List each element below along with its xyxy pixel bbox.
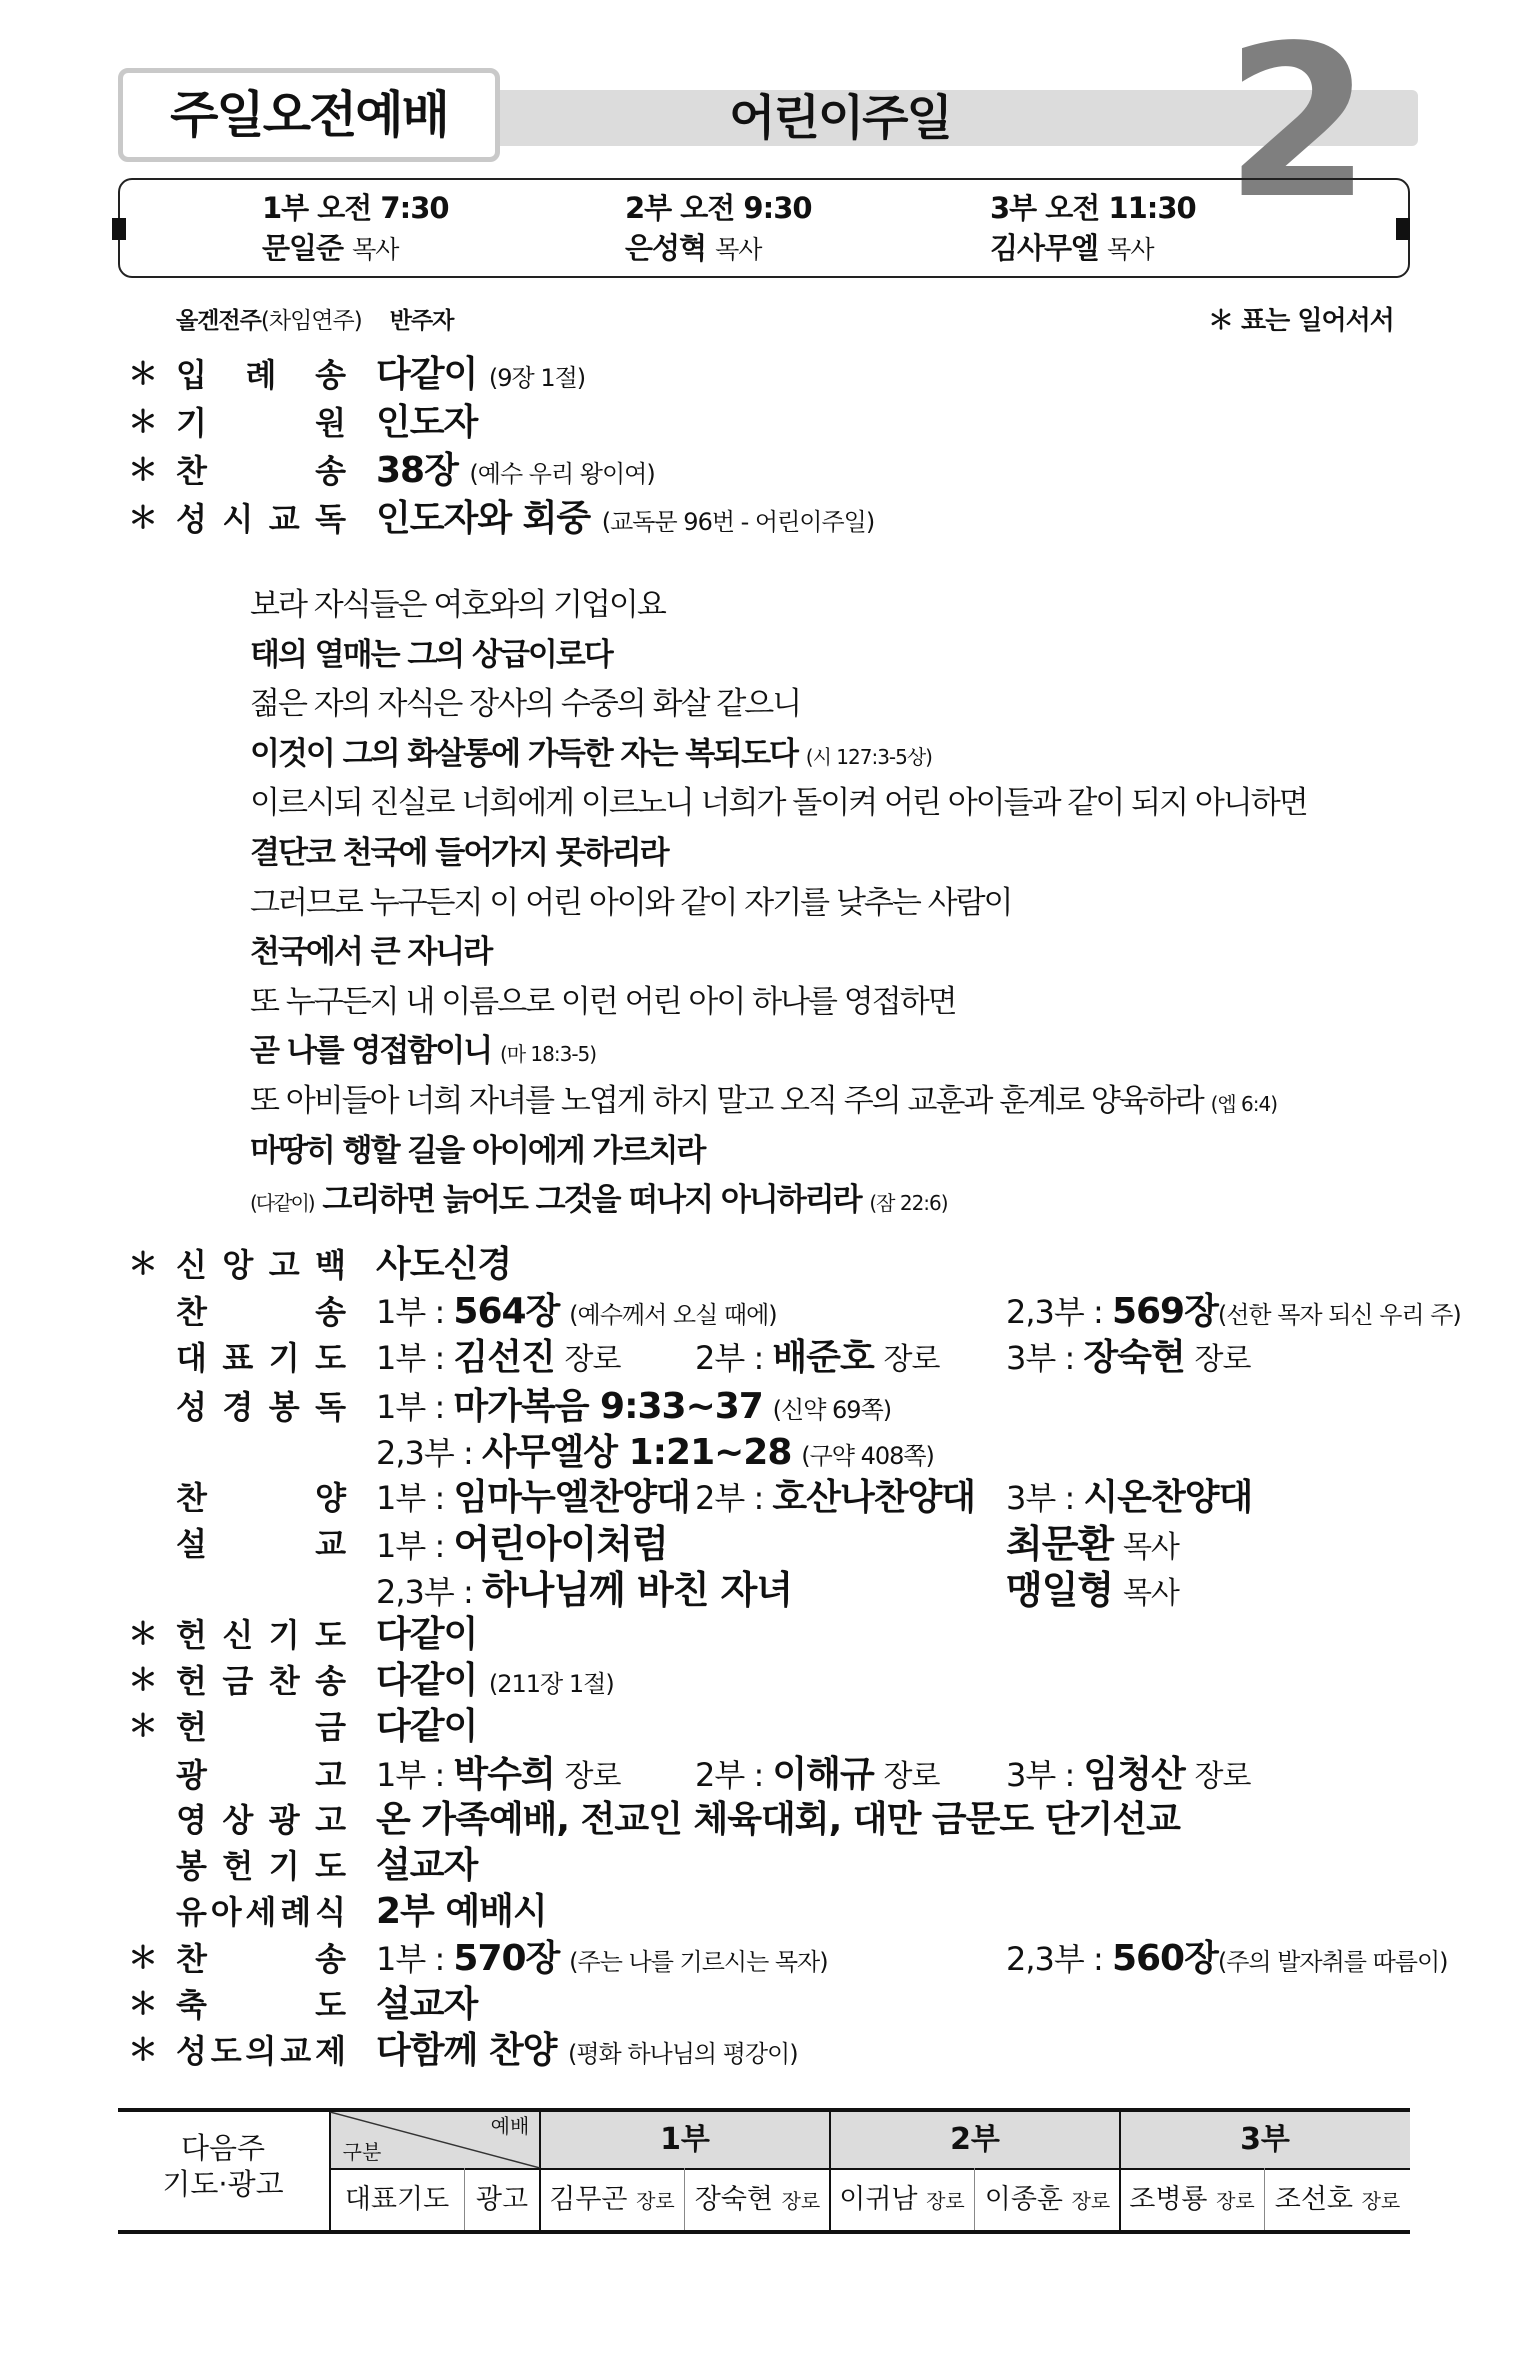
order-label [176, 448, 346, 494]
label-char: 독 [315, 500, 346, 538]
order-value-sub: (예수 우리 왕이여) [469, 460, 655, 488]
reading-text: 보라 자식들은 여호와의 기업이요 [250, 587, 665, 623]
sermon-1-title: 어린아이처럼 [453, 1522, 668, 1566]
label-char: 헌 [176, 1662, 207, 1700]
order-row [0, 1704, 1535, 1750]
label-char: 도 [315, 1616, 346, 1654]
service-3-time: 3부 오전 11:30 [990, 191, 1196, 225]
choir-3: 3부 : 시온찬양대 [1006, 1477, 1253, 1518]
order-value [376, 448, 655, 497]
reading-prefix: (다같이) [250, 1191, 314, 1216]
label-char: 찬 [268, 1662, 300, 1700]
order-value-text: 설교자 [376, 1845, 478, 1886]
order-value [376, 400, 477, 449]
label-char: 양 [315, 1479, 346, 1517]
label-char: 영 [176, 1801, 207, 1839]
order-label [176, 2028, 346, 2074]
scripture-1-passage: 마가복음 9:33~37 [453, 1386, 763, 1427]
standing-mark: ＊ [128, 453, 158, 488]
reading-text: 마땅히 행할 길을 아이에게 가르치라 [250, 1132, 705, 1169]
reading-text: 또 누구든지 내 이름으로 이런 어린 아이 하나를 영접하면 [250, 983, 956, 1020]
label-char: 신 [176, 1246, 207, 1284]
order-row [0, 448, 1535, 494]
next-week-entry: 이종훈 장로 [984, 2184, 1111, 2215]
prayer-2-name: 배준호 [772, 1337, 874, 1378]
col-service-1: 1부 [660, 2122, 710, 2157]
order-label [176, 1843, 346, 1889]
label-char: 표 [222, 1339, 254, 1377]
reading-text: 천국에서 큰 자니라 [250, 934, 492, 971]
label-char: 교 [268, 500, 300, 538]
order-value-sub: (교독문 96번 - 어린이주일) [601, 508, 875, 536]
reading-line [250, 1026, 596, 1079]
label-char: 설 [176, 1525, 207, 1563]
scripture-2-passage: 사무엘상 1:21~28 [481, 1432, 792, 1473]
reading-line [250, 630, 612, 683]
order-row [0, 1658, 1535, 1704]
service-2 [625, 188, 812, 270]
order-value-sub: (평화 하나님의 평강이) [567, 2040, 798, 2068]
order-row-sermon [0, 1521, 1535, 1567]
organ-prelude [176, 302, 453, 335]
order-label [176, 1475, 346, 1521]
next-week-entry: 조병룡 장로 [1129, 2184, 1255, 2215]
hymn-1-title: (예수께서 오실 때에) [569, 1301, 777, 1329]
choir-1: 1부 : 임마누엘찬양대 [376, 1477, 690, 1518]
next-week-entry: 조선호 장로 [1274, 2184, 1401, 2215]
label-char: 송 [315, 1940, 346, 1978]
service-1-pastor: 문일준 [262, 231, 344, 265]
label-char: 도 [210, 2032, 242, 2070]
reading-line [250, 1076, 1277, 1129]
order-label [176, 1982, 346, 2028]
order-value-sub: (211장 1절) [488, 1670, 614, 1698]
corner-category-label: 구분 [342, 2140, 382, 2164]
reading-line [250, 729, 932, 782]
hymn-2 [1006, 1289, 1461, 1338]
order-row [0, 400, 1535, 446]
sermon-1-preacher: 최문환 목사 [1006, 1522, 1179, 1566]
order-label [176, 1384, 346, 1430]
label-char: 시 [222, 500, 254, 538]
label-char: 도 [315, 1339, 346, 1377]
label-char: 광 [176, 1756, 207, 1794]
scripture-2: 2,3부 : 사무엘상 1:21~28 (구약 408쪽) [376, 1432, 934, 1473]
label-char: 기 [268, 1616, 300, 1654]
next-week-entry: 김무곤 장로 [549, 2184, 675, 2215]
order-value-text: 다같이 [376, 1660, 478, 1701]
reading-ref: (시 127:3-5상) [805, 744, 932, 769]
standing-mark: ＊ [128, 1709, 158, 1744]
order-value-text: 인도자 [376, 402, 478, 443]
order-label [176, 400, 346, 446]
service-3-role: 목사 [1107, 235, 1154, 264]
order-label [176, 1658, 346, 1704]
label-char: 봉 [268, 1388, 300, 1426]
label-char: 앙 [222, 1246, 254, 1284]
reading-line [250, 1126, 704, 1179]
order-row-closing-hymn [0, 1936, 1535, 1982]
label-char: 도 [315, 1986, 346, 2024]
order-value-sub: (9장 1절) [488, 364, 586, 392]
order-row-prayer [0, 1335, 1535, 1381]
sermon-2-preacher: 맹일형 목사 [1006, 1568, 1179, 1612]
label-char: 찬 [176, 1293, 207, 1331]
label-char: 고 [315, 1756, 346, 1794]
sermon-2: 2,3부 : 하나님께 바친 자녀 [376, 1568, 793, 1612]
order-value-text: 다같이 [376, 354, 478, 395]
label-char: 대 [176, 1339, 207, 1377]
order-value [376, 1843, 477, 1892]
label-char: 봉 [176, 1847, 207, 1885]
reading-line [250, 1175, 948, 1228]
label-char: 성 [176, 2032, 207, 2070]
standing-mark: ＊ [128, 1663, 158, 1698]
service-1-time: 1부 오전 7:30 [262, 191, 449, 225]
reading-line [250, 828, 668, 881]
label-char: 유 [176, 1893, 207, 1931]
reading-text: 태의 열매는 그의 상급이로다 [250, 636, 612, 673]
ads-1: 1부 : 박수희 장로 [376, 1754, 621, 1795]
order-label [176, 1612, 346, 1658]
hymn-1-number: 564장 [453, 1291, 560, 1332]
standing-mark: ＊ [128, 405, 158, 440]
order-row-choir [0, 1475, 1535, 1521]
order-row [0, 1982, 1535, 2028]
label-char: 송 [315, 1293, 346, 1331]
accompanist-label: 반주자 [389, 308, 454, 334]
label-char: 축 [176, 1986, 207, 2024]
order-value [376, 1982, 477, 2031]
box-marker-right [1396, 218, 1410, 240]
hymn-1-prefix: 1부 : [376, 1293, 454, 1331]
prayer-1: 1부 : 김선진 장로 [376, 1337, 621, 1378]
label-char: 기 [268, 1339, 300, 1377]
order-value-text: 다함께 찬양 [376, 2030, 557, 2071]
order-label [176, 1704, 346, 1750]
label-char: 송 [315, 356, 346, 394]
order-row [0, 1889, 1535, 1935]
reading-text: 또 아비들아 너희 자녀를 노엽게 하지 말고 오직 주의 교훈과 훈계로 양육하라 [250, 1083, 1203, 1119]
label-char: 헌 [176, 1708, 207, 1746]
reading-ref: (엡 6:4) [1210, 1092, 1278, 1116]
order-label [176, 1752, 346, 1798]
label-char: 성 [176, 1388, 207, 1426]
hymn-1 [376, 1289, 777, 1338]
page-title: 어린이주일 [729, 90, 951, 146]
order-label [176, 1242, 346, 1288]
label-char: 원 [315, 404, 346, 442]
reading-text: 이르시되 진실로 너희에게 이르노니 너희가 돌이켜 어린 아이들과 같이 되지 아니하면 [250, 785, 1307, 822]
label-char: 신 [222, 1616, 254, 1654]
order-row [0, 1797, 1535, 1843]
label-char: 광 [268, 1801, 300, 1839]
order-label [176, 352, 346, 398]
service-2-time: 2부 오전 9:30 [625, 191, 812, 225]
closing-hymn-1: 1부 : 570장 (주는 나를 기르시는 목자) [376, 1938, 828, 1979]
order-label [176, 1335, 346, 1381]
order-value-text: 온 가족예배, 전교인 체육대회, 대만 금문도 단기선교 [376, 1799, 1180, 1840]
order-value-text: 인도자와 회중 [376, 498, 591, 539]
choir-2: 2부 : 호산나찬양대 [695, 1477, 976, 1518]
reading-line [250, 679, 800, 732]
prayer-1-name: 김선진 [453, 1337, 555, 1378]
label-char: 세 [245, 1893, 277, 1931]
prayer-3: 3부 : 장숙현 장로 [1006, 1337, 1251, 1378]
hymn-2-prefix: 2,3부 : [1006, 1293, 1112, 1331]
label-char: 입 [176, 356, 207, 394]
corner-worship-label: 예배 [490, 2114, 530, 2138]
reading-line [250, 927, 491, 980]
label-char: 송 [315, 452, 346, 490]
organ-label: 올겐전주 [176, 308, 261, 334]
ads-2: 2부 : 이해규 장로 [695, 1754, 940, 1795]
next-week-entry: 장숙현 장로 [694, 2184, 821, 2215]
order-value [376, 352, 585, 401]
sermon-1: 1부 : 어린아이처럼 [376, 1522, 668, 1566]
label-char: 식 [315, 1893, 346, 1931]
label-char: 교 [280, 2032, 312, 2070]
order-value-text: 2부 예배시 [376, 1891, 547, 1932]
prayer-2: 2부 : 배준호 장로 [695, 1337, 940, 1378]
order-row [0, 352, 1535, 398]
label-char: 례 [245, 356, 277, 394]
order-label [176, 1936, 346, 1982]
order-row-creed [0, 1242, 1535, 1288]
box-marker-left [112, 218, 126, 240]
order-row-scripture [0, 1384, 1535, 1430]
order-value [376, 1889, 547, 1938]
standing-mark: ＊ [128, 501, 158, 536]
label-char: 교 [315, 1525, 346, 1563]
label-char: 경 [222, 1388, 254, 1426]
order-value [376, 1797, 1180, 1846]
order-value: 사도신경 [376, 1244, 512, 1285]
standing-mark: ＊ [128, 1987, 158, 2022]
order-label [176, 1797, 346, 1843]
order-value-text: 다같이 [376, 1614, 478, 1655]
order-row-scripture-2 [0, 1430, 1535, 1476]
standing-mark: ＊ [128, 1617, 158, 1652]
reading-text: 결단코 천국에 들어가지 못하리라 [250, 835, 668, 871]
label-char: 고 [268, 1246, 300, 1284]
label-char: 금 [315, 1708, 346, 1746]
label-char: 찬 [176, 1940, 207, 1978]
reading-text: 그리하면 늙어도 그것을 떠나지 아니하리라 [322, 1182, 861, 1219]
label-char: 헌 [222, 1847, 254, 1885]
service-2-role: 목사 [715, 235, 762, 264]
reading-line [250, 778, 1307, 831]
reading-text: 곧 나를 영접함이니 [250, 1033, 492, 1070]
order-label [176, 1521, 346, 1567]
label-char: 상 [222, 1801, 254, 1839]
next-week-title: 다음주 기도·광고 [162, 2131, 284, 2201]
service-3-pastor: 김사무엘 [990, 231, 1099, 265]
prayer-3-name: 장숙현 [1083, 1337, 1185, 1378]
label-char: 제 [315, 2032, 346, 2070]
label-char: 기 [176, 404, 207, 442]
row-label-ads: 광고 [475, 2184, 529, 2215]
next-week-entry: 이귀남 장로 [839, 2184, 965, 2215]
label-char: 찬 [176, 452, 207, 490]
reading-text: 그러므로 누구든지 이 어린 아이와 같이 자기를 낮추는 사람이 [250, 884, 1012, 921]
ads-3: 3부 : 임청산 장로 [1006, 1754, 1251, 1795]
order-value [376, 1658, 614, 1707]
reading-ref: (마 18:3-5) [499, 1042, 597, 1067]
order-label [176, 1289, 346, 1335]
standing-mark: ＊ [128, 357, 158, 392]
hymn-2-title: (선한 목자 되신 우리 주) [1217, 1301, 1461, 1329]
label-char: 찬 [176, 1479, 207, 1517]
order-label [176, 496, 346, 542]
order-value-text: 38장 [376, 450, 458, 491]
row-label-prayer: 대표기도 [344, 2184, 450, 2215]
order-row-sermon-2 [0, 1567, 1535, 1613]
reading-line [250, 580, 665, 633]
order-value [376, 496, 874, 545]
scripture-1: 1부 : 마가복음 9:33~37 (신약 69쪽) [376, 1386, 892, 1427]
service-1-role: 목사 [352, 235, 399, 264]
order-row [0, 2028, 1535, 2074]
service-3 [990, 188, 1196, 270]
label-char: 의 [245, 2032, 277, 2070]
label-char: 독 [315, 1388, 346, 1426]
organ-sub: (차임연주) [260, 308, 362, 334]
service-type-title: 주일오전예배 [170, 86, 448, 144]
label-char: 금 [222, 1662, 254, 1700]
label-char: 헌 [176, 1616, 207, 1654]
standing-mark: ＊ [128, 1247, 158, 1282]
reading-ref: (잠 22:6) [869, 1191, 948, 1216]
order-value [376, 1612, 477, 1661]
order-row-ads [0, 1752, 1535, 1798]
reading-line [250, 878, 1011, 931]
hymn-2-number: 569장 [1111, 1291, 1218, 1332]
standing-mark: ＊ [128, 1941, 158, 1976]
service-1 [262, 188, 449, 270]
order-row [0, 496, 1535, 542]
order-row [0, 1843, 1535, 1889]
col-service-2: 2부 [950, 2122, 1000, 2157]
label-char: 아 [210, 1893, 242, 1931]
service-2-pastor: 은성혁 [625, 231, 707, 265]
standing-note: ＊ 표는 일어서서 [1208, 306, 1394, 336]
label-char: 도 [315, 1847, 346, 1885]
col-service-3: 3부 [1240, 2122, 1290, 2157]
sermon-2-title: 하나님께 바친 자녀 [481, 1568, 793, 1612]
reading-line [250, 977, 956, 1030]
order-row-hymn [0, 1289, 1535, 1335]
order-label [176, 1889, 346, 1935]
order-value [376, 1704, 477, 1753]
label-char: 례 [280, 1893, 312, 1931]
order-value-text: 다같이 [376, 1706, 478, 1747]
standing-mark: ＊ [128, 2033, 158, 2068]
label-char: 백 [315, 1246, 346, 1284]
reading-text: 젊은 자의 자식은 장사의 수중의 화살 같으니 [250, 686, 801, 723]
order-value-text: 설교자 [376, 1984, 478, 2025]
label-char: 고 [315, 1801, 346, 1839]
label-char: 송 [315, 1662, 346, 1700]
closing-hymn-2: 2,3부 : 560장(주의 발자취를 따름이) [1006, 1938, 1448, 1979]
order-value [376, 2028, 798, 2077]
label-char: 기 [268, 1847, 300, 1885]
reading-text: 이것이 그의 화살통에 가득한 자는 복되도다 [250, 735, 797, 772]
order-row [0, 1612, 1535, 1658]
label-char: 성 [176, 500, 207, 538]
page-number: 2 [1225, 0, 1366, 245]
